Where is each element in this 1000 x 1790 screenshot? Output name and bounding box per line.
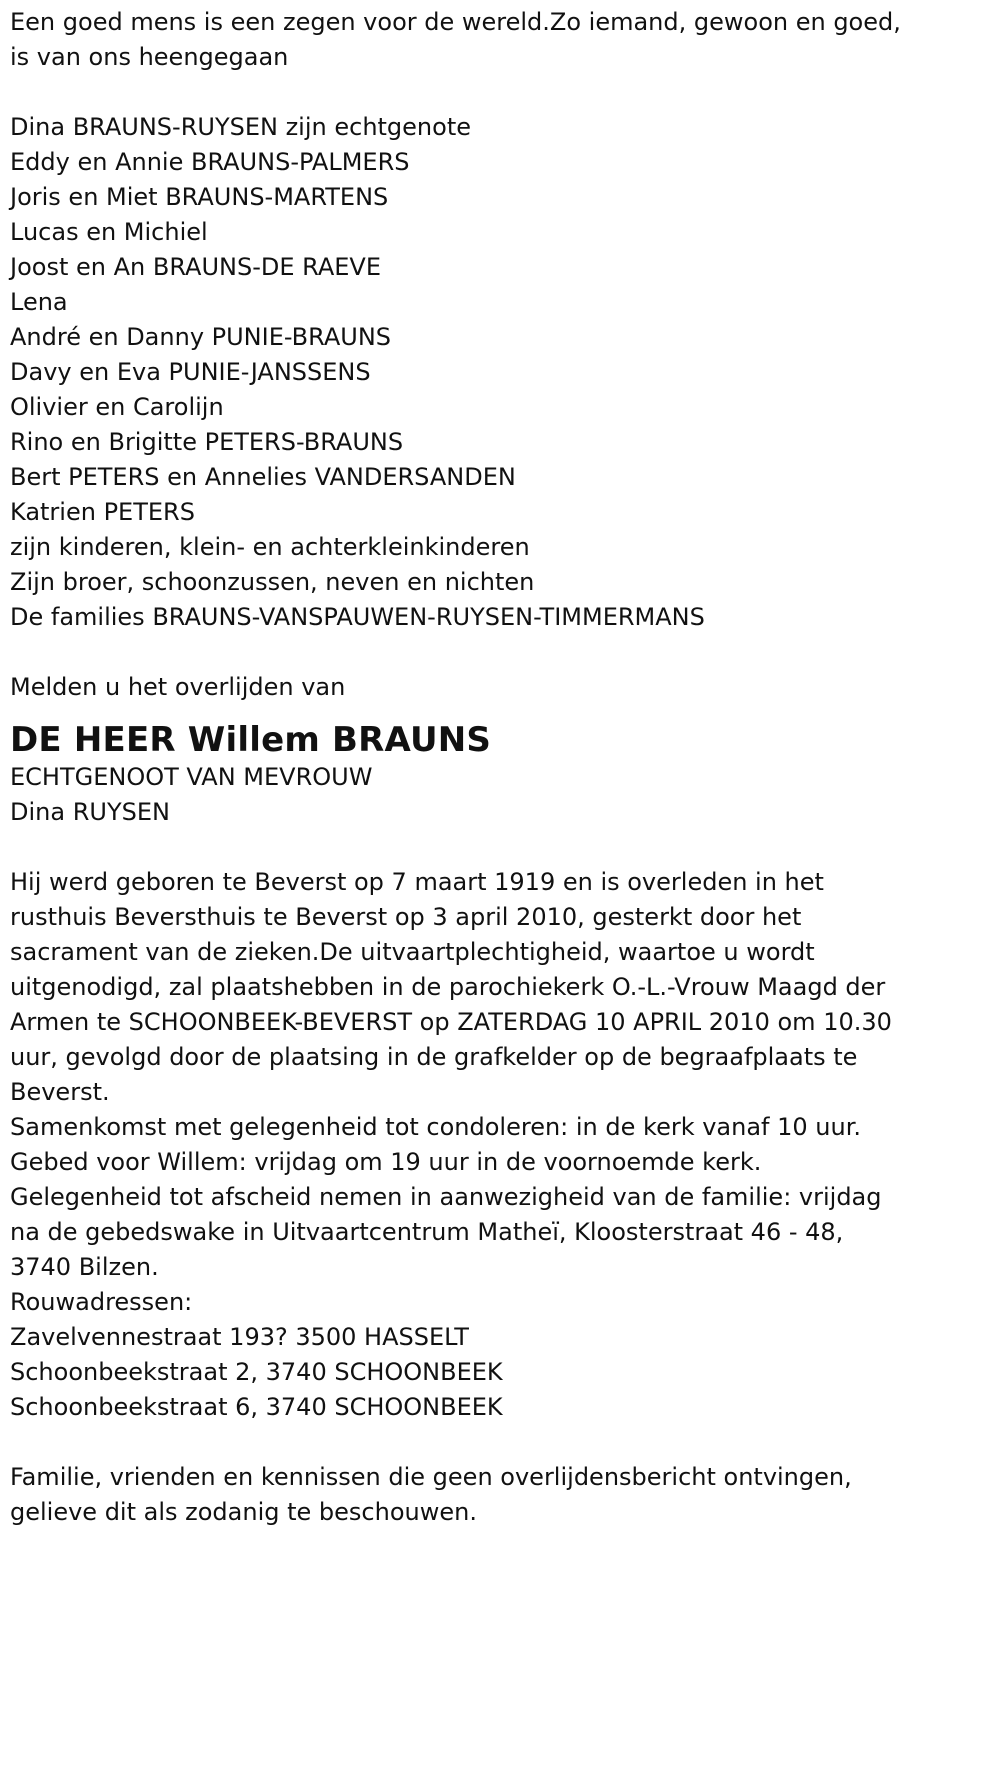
deceased-relation xyxy=(10,760,990,830)
family-member: Zijn broer, schoonzussen, neven en nichten xyxy=(10,568,535,596)
family-member: Olivier en Carolijn xyxy=(10,393,224,421)
spouse-name: Dina RUYSEN xyxy=(10,798,170,826)
mourning-addresses xyxy=(10,1285,990,1425)
details-line: uur, gevolgd door de plaatsing in de grafkelder op de begraafplaats te xyxy=(10,1043,858,1071)
family-member: Lena xyxy=(10,288,68,316)
family-member: Joris en Miet BRAUNS-MARTENS xyxy=(10,183,389,211)
address-item: Zavelvennestraat 193? 3500 HASSELT xyxy=(10,1323,469,1351)
details-line: na de gebedswake in Uitvaartcentrum Matheï, Kloosterstraat 46 - 48, xyxy=(10,1218,844,1246)
closing-line: Familie, vrienden en kennissen die geen overlijdensbericht ontvingen, xyxy=(10,1463,852,1491)
spacer xyxy=(10,75,990,110)
intro-quote xyxy=(10,5,990,75)
relation-text: ECHTGENOOT VAN MEVROUW xyxy=(10,763,373,791)
spacer xyxy=(10,830,990,865)
family-member: Bert PETERS en Annelies VANDERSANDEN xyxy=(10,463,516,491)
spacer xyxy=(10,1425,990,1460)
family-member: De families BRAUNS-VANSPAUWEN-RUYSEN-TIMMERMANS xyxy=(10,603,705,631)
closing-note xyxy=(10,1460,990,1530)
family-member: Davy en Eva PUNIE-JANSSENS xyxy=(10,358,371,386)
details-line: 3740 Bilzen. xyxy=(10,1253,159,1281)
details-line: rusthuis Beversthuis te Beverst op 3 april 2010, gesterkt door het xyxy=(10,903,802,931)
intro-line: is van ons heengegaan xyxy=(10,43,289,71)
details-line: Hij werd geboren te Beverst op 7 maart 1919 en is overleden in het xyxy=(10,868,824,896)
details-line: Gebed voor Willem: vrijdag om 19 uur in de voornoemde kerk. xyxy=(10,1148,762,1176)
details-line: Beverst. xyxy=(10,1078,110,1106)
family-member: Rino en Brigitte PETERS-BRAUNS xyxy=(10,428,404,456)
deceased-name: DE HEER Willem BRAUNS xyxy=(10,720,492,760)
announcement xyxy=(10,670,990,705)
intro-line: Een goed mens is een zegen voor de wereld.Zo iemand, gewoon en goed, xyxy=(10,8,901,36)
address-item: Schoonbeekstraat 6, 3740 SCHOONBEEK xyxy=(10,1393,503,1421)
spacer xyxy=(10,635,990,670)
details-line: Samenkomst met gelegenheid tot condoleren: in de kerk vanaf 10 uur. xyxy=(10,1113,862,1141)
details-line: sacrament van de zieken.De uitvaartplechtigheid, waartoe u wordt xyxy=(10,938,815,966)
family-member: Katrien PETERS xyxy=(10,498,195,526)
address-item: Schoonbeekstraat 2, 3740 SCHOONBEEK xyxy=(10,1358,503,1386)
family-member: André en Danny PUNIE-BRAUNS xyxy=(10,323,392,351)
addresses-label: Rouwadressen: xyxy=(10,1288,193,1316)
details-line: uitgenodigd, zal plaatshebben in de parochiekerk O.-L.-Vrouw Maagd der xyxy=(10,973,886,1001)
details-line: Armen te SCHOONBEEK-BEVERST op ZATERDAG 10 APRIL 2010 om 10.30 xyxy=(10,1008,892,1036)
family-member: Lucas en Michiel xyxy=(10,218,208,246)
family-member: zijn kinderen, klein- en achterkleinkinderen xyxy=(10,533,530,561)
closing-line: gelieve dit als zodanig te beschouwen. xyxy=(10,1498,477,1526)
details-line: Gelegenheid tot afscheid nemen in aanwezigheid van de familie: vrijdag xyxy=(10,1183,882,1211)
family-member: Eddy en Annie BRAUNS-PALMERS xyxy=(10,148,410,176)
family-member: Joost en An BRAUNS-DE RAEVE xyxy=(10,253,381,281)
family-list xyxy=(10,110,990,635)
family-member: Dina BRAUNS-RUYSEN zijn echtgenote xyxy=(10,113,472,141)
announcement-text: Melden u het overlijden van xyxy=(10,673,346,701)
funeral-details xyxy=(10,865,980,1285)
